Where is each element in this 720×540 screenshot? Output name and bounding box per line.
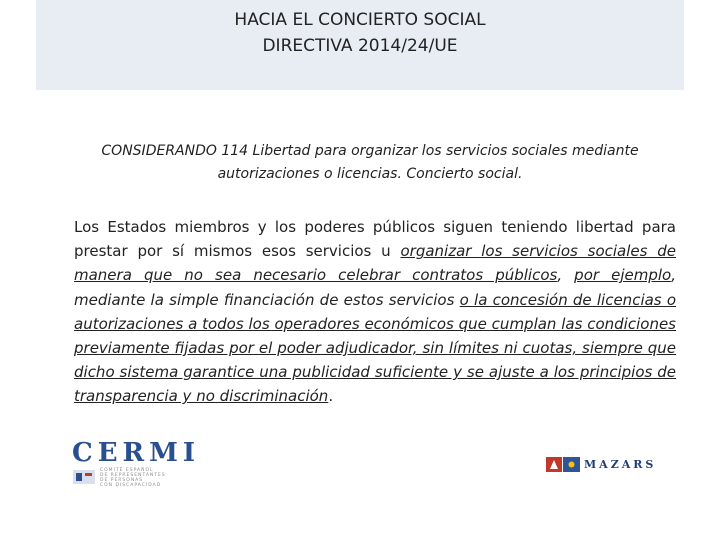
body-segment-italic: , [557, 266, 575, 285]
body-paragraph-text [74, 215, 676, 409]
cermi-subtitle-line: CON DISCAPACIDAD [100, 483, 162, 488]
mazars-logo-word: MAZARS [584, 458, 657, 471]
cermi-logo-word: CERMI [72, 438, 201, 468]
body-segment-underlined: por ejemplo [574, 266, 672, 285]
cermi-subtitle-line: DE PERSONAS [100, 478, 144, 483]
cermi-subtitle-line: DE REPRESENTANTES [100, 473, 166, 478]
slide-title-line-2: DIRECTIVA 2014/24/UE [262, 36, 458, 56]
considerando-line-2: autorizaciones o licencias. Concierto social. [217, 166, 523, 182]
considerando-line-1: CONSIDERANDO 114 Libertad para organizar los servicios sociales mediante [101, 143, 639, 159]
slide-title-line-1: HACIA EL CONCIERTO SOCIAL [234, 10, 486, 30]
body-segment-underlined: o la concesión de licencias o autorizaciones a todos los operadores económicos que cumplan las condiciones previamente fijadas por el poder adjudicador, sin límites ni cuotas, siempre que dicho sistema garantice una publicidad suficiente y se ajuste a los principios de transparencia y no discriminación [74, 290, 677, 406]
considerando-heading [80, 140, 660, 186]
body-segment-plain: Los Estados miembros y los poderes públicos siguen teniendo libertad para prestar por sí mismos esos servicios u [74, 218, 676, 261]
body-paragraph [74, 215, 676, 409]
cermi-logo-mark-icon [72, 468, 96, 486]
body-segment-underlined: organizar los servicios sociales de manera que no sea necesario celebrar contratos públicos [74, 242, 676, 285]
cermi-logo-subtitle [100, 468, 200, 488]
mazars-logo-mark-icon [546, 457, 580, 472]
mazars-logo [546, 455, 666, 475]
body-segment-italic: , mediante la simple financiación de estos servicios [74, 266, 676, 309]
cermi-subtitle-line: COMITÉ ESPAÑOL [100, 468, 154, 473]
body-segment-plain: . [328, 387, 334, 406]
cermi-logo [72, 440, 202, 488]
